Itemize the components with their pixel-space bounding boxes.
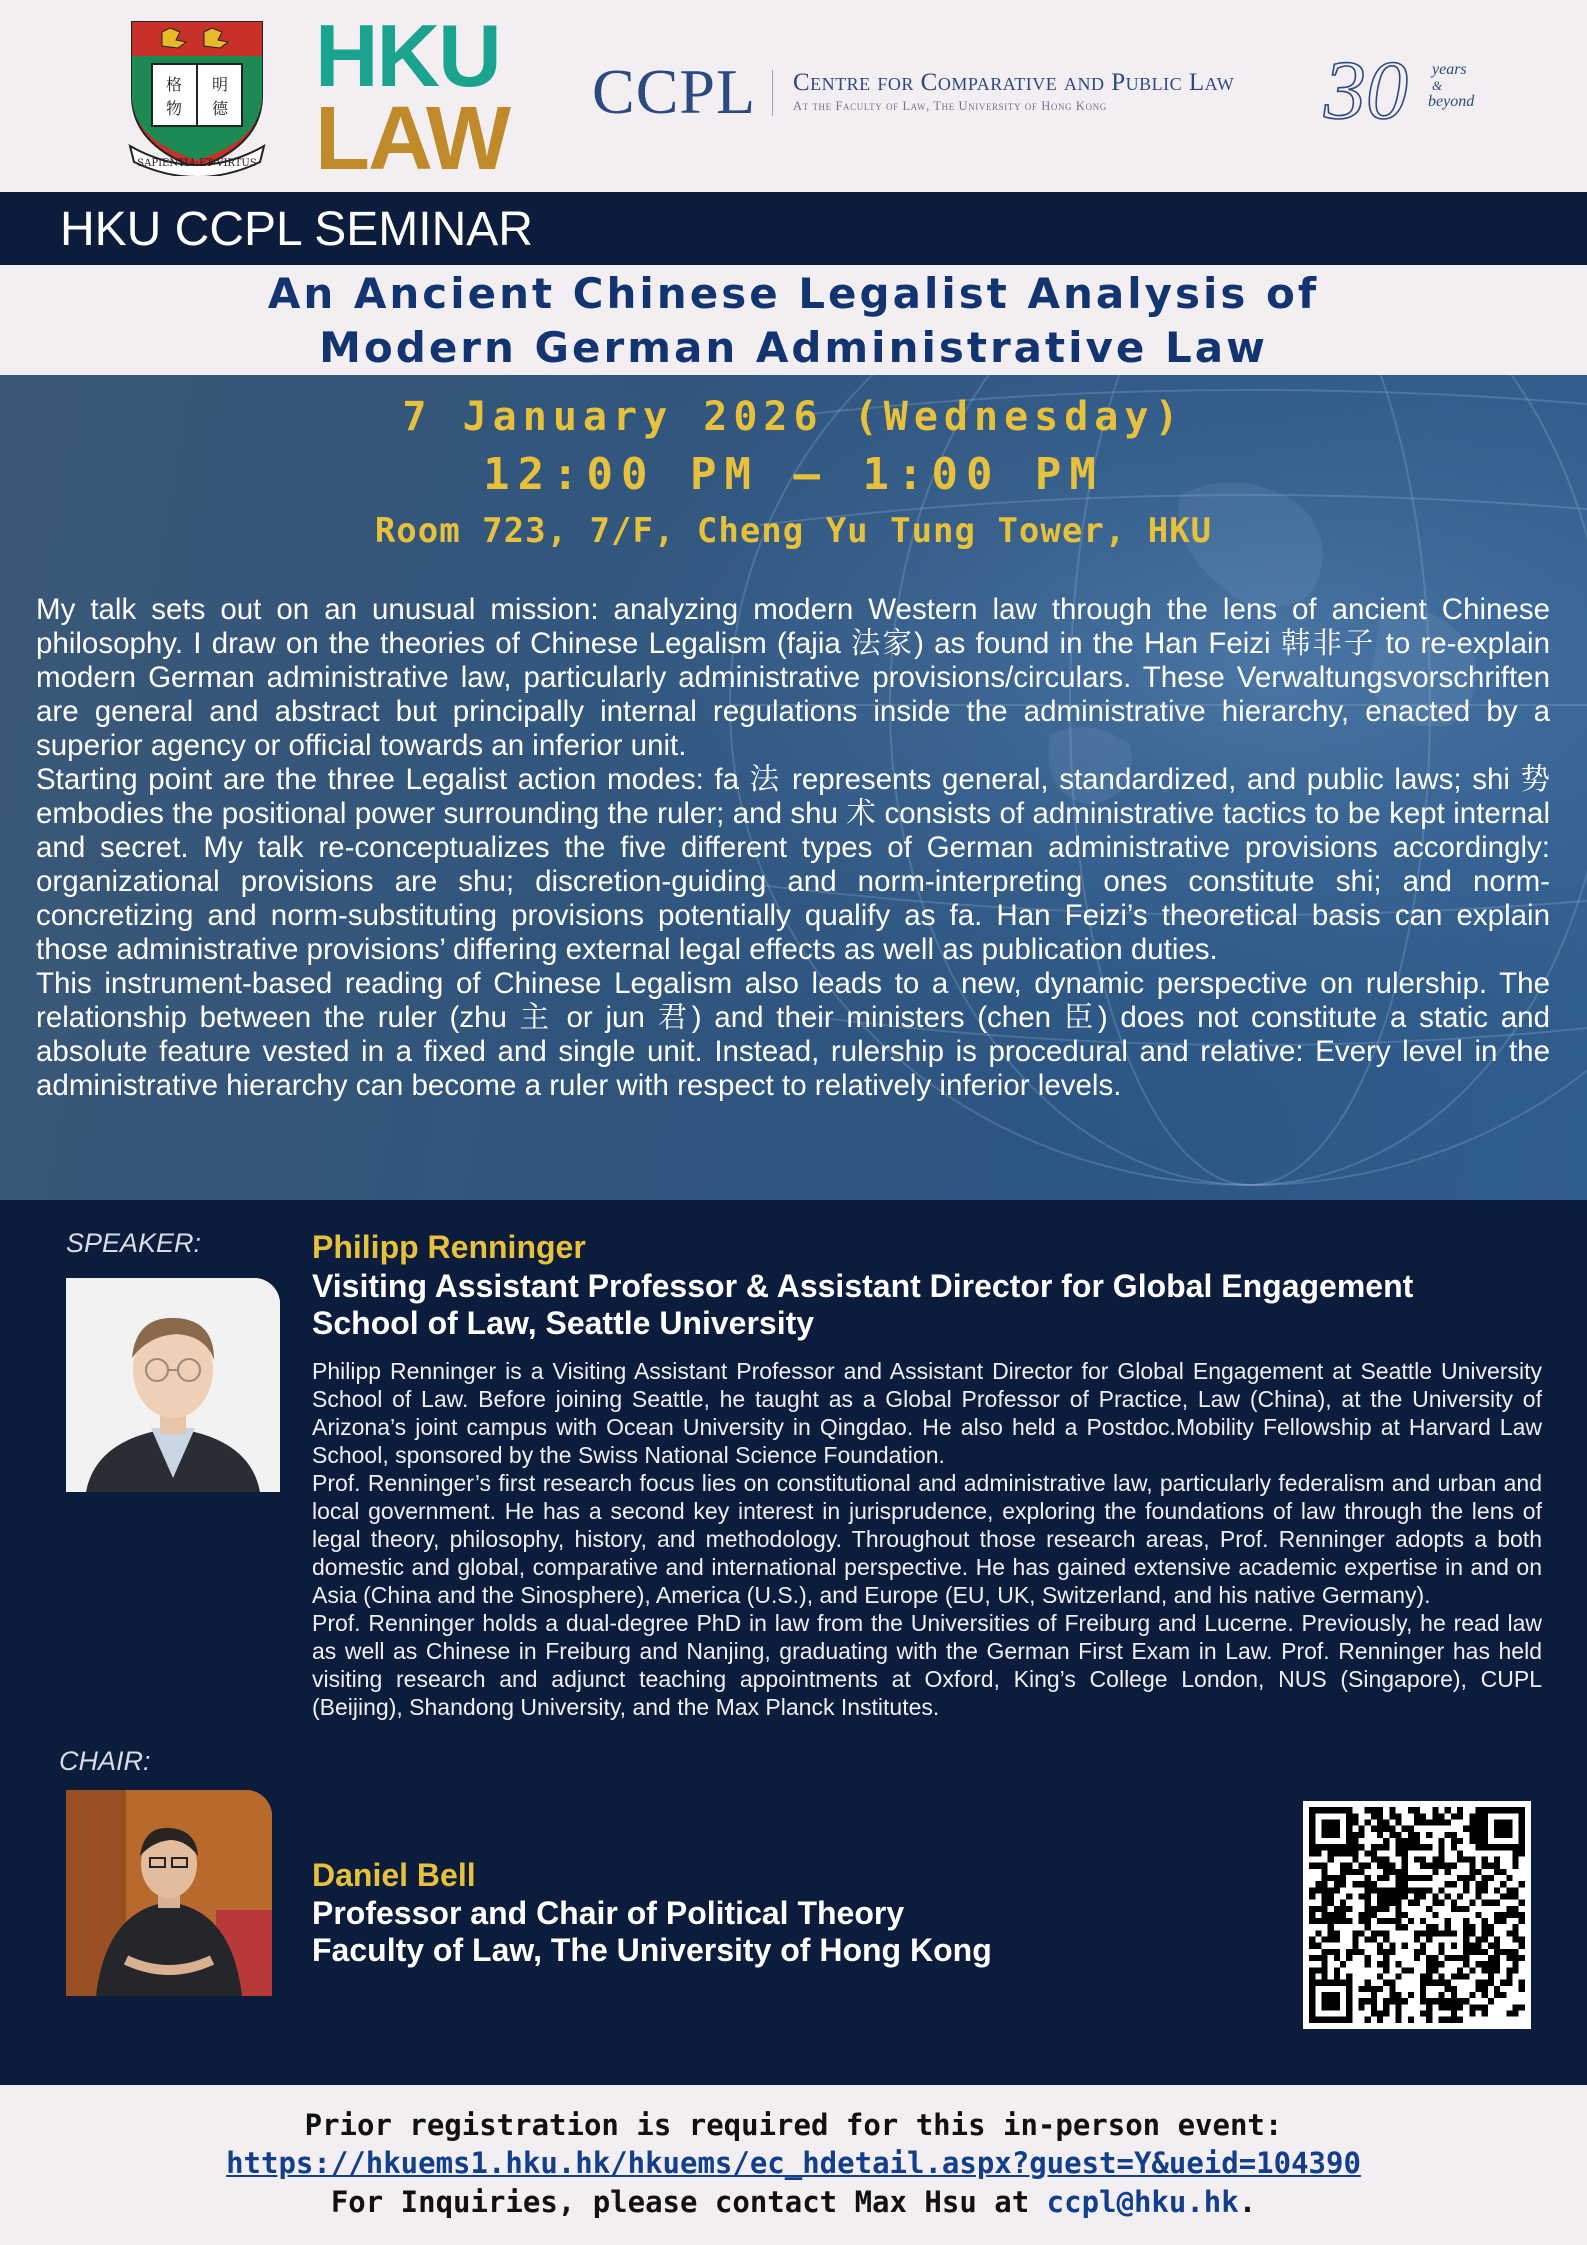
crest-char: 德 xyxy=(211,99,229,118)
inquiry-line xyxy=(0,2185,1587,2219)
crest-motto: SAPIENTIA·ET·VIRTUS xyxy=(137,158,257,169)
ccpl-subtitle: At the Faculty of Law, The University of Hong Kong xyxy=(793,99,1107,113)
anniversary-logo xyxy=(1320,40,1480,130)
abstract-section xyxy=(0,375,1587,1200)
speaker-bio-paragraph: Philipp Renninger is a Visiting Assistant Professor and Assistant Director for Global Engagement at Seattle University School of Law. Before joining Seattle, he taught as a Global Professor of Practice, Law (China), at the University of Arizona’s joint campus with Ocean University in Qingdao. He also held a Postdoc.Mobility Fellowship at Harvard Law School, sponsored by the Swiss National Science Foundation. xyxy=(312,1358,1542,1468)
speaker-photo xyxy=(66,1278,280,1492)
inquiry-prefix: For Inquiries, please contact Max Hsu at xyxy=(330,2185,1047,2219)
chair-name: Daniel Bell xyxy=(312,1857,476,1893)
anniversary-word: beyond xyxy=(1428,93,1475,110)
speaker-title xyxy=(312,1268,1413,1342)
event-title-line: Modern German Administrative Law xyxy=(319,323,1268,372)
crest-char: 明 xyxy=(211,75,229,94)
anniversary-word: & xyxy=(1432,78,1443,93)
header xyxy=(0,0,1587,192)
hku-crest-logo xyxy=(122,16,272,176)
crest-char: 格 xyxy=(165,75,183,94)
anniversary-word: years xyxy=(1432,61,1467,78)
seminar-label: HKU CCPL SEMINAR xyxy=(60,203,533,256)
speaker-label: SPEAKER: xyxy=(66,1228,202,1258)
footer xyxy=(0,2085,1587,2245)
title-band xyxy=(0,265,1587,375)
event-time: 12:00 PM – 1:00 PM xyxy=(483,449,1104,500)
speaker-section xyxy=(0,1200,1587,2085)
registration-note: Prior registration is required for this in-person event: xyxy=(304,2108,1283,2142)
speaker-title-line: Visiting Assistant Professor & Assistant Director for Global Engagement xyxy=(312,1268,1414,1304)
speaker-bio-paragraph: Prof. Renninger’s first research focus lies on constitutional and administrative law, particularly federalism and urban and local government. He has a second key interest in jurisprudence, exploring the foundations of law through the lens of legal theory, philosophy, history, and methodology. Throughout those research areas, Prof. Renninger adopts a both domestic and global, comparative and international perspective. He has gained extensive academic expertise in and on Asia (China and the Sinosphere), America (U.S.), and Europe (EU, UK, Switzerland, and his native Germany). xyxy=(312,1470,1542,1608)
registration-link[interactable]: https://hkuems1.hku.hk/hkuems/ec_hdetail.aspx?guest=Y&ueid=104390 xyxy=(226,2146,1361,2180)
ccpl-logo-text: CCPL xyxy=(592,56,757,127)
chair-title xyxy=(312,1895,992,1969)
logo-law-text: LAW xyxy=(315,89,509,189)
seminar-bar xyxy=(0,192,1587,265)
registration-qr-code[interactable] xyxy=(1303,1801,1531,2029)
ccpl-full-name: Centre for Comparative and Public Law xyxy=(793,69,1235,96)
abstract-paragraph: Starting point are the three Legalist action modes: fa 法 represents general, standardized, and public laws; shi 势 embodies the positional power surrounding the ruler; and shu 术 consists of administrative tactics to be kept internal and secret. My talk re-conceptualizes the five different types of German administrative provisions accordingly: organizational provisions are shu; discretion-guiding and norm-interpreting ones constitute shi; and norm-concretizing and norm-substituting provisions potentially qualify as fa. Han Feizi’s theoretical basis can explain those administrative provisions’ differing external legal effects as well as publication duties. xyxy=(36,763,1550,966)
speaker-name: Philipp Renninger xyxy=(312,1229,586,1265)
abstract-paragraph: My talk sets out on an unusual mission: analyzing modern Western law through the lens of ancient Chinese philosophy. I draw on the theories of Chinese Legalism (fajia 法家) as found in the Han Feizi 韩非子 to re-explain modern German administrative law, particularly administrative provisions/circulars. These Verwaltungsvorschriften are general and abstract but principally internal regulations inside the administrative hierarchy, enacted by a superior agency or official towards an inferior unit. xyxy=(36,593,1550,762)
event-venue: Room 723, 7/F, Cheng Yu Tung Tower, HKU xyxy=(374,511,1213,551)
speaker-bio-paragraph: Prof. Renninger holds a dual-degree PhD in law from the Universities of Freiburg and Lucerne. Previously, he read law as well as Chinese in Freiburg and Nanjing, graduating with the German First Exam in Law. Prof. Renninger has held visiting research and adjunct teaching appointments at Oxford, King’s College London, NUS (Singapore), CUPL (Beijing), Shandong University, and the Max Planck Institutes. xyxy=(312,1610,1542,1720)
hku-law-logo xyxy=(315,6,509,189)
speaker-bio xyxy=(312,1357,1542,1721)
abstract-text xyxy=(36,593,1550,1103)
inquiry-suffix: . xyxy=(1238,2185,1257,2219)
speaker-title-line: School of Law, Seattle University xyxy=(312,1305,815,1341)
chair-photo xyxy=(66,1790,272,1996)
event-date: 7 January 2026 (Wednesday) xyxy=(402,394,1185,440)
event-title-line: An Ancient Chinese Legalist Analysis of xyxy=(267,269,1320,318)
event-title xyxy=(0,267,1587,375)
anniversary-number: 30 xyxy=(1324,44,1408,130)
inquiry-email-link[interactable]: ccpl@hku.hk xyxy=(1046,2185,1239,2219)
chair-title-line: Professor and Chair of Political Theory xyxy=(312,1895,905,1931)
chair-title-line: Faculty of Law, The University of Hong Kong xyxy=(312,1932,992,1968)
abstract-paragraph: This instrument-based reading of Chinese Legalism also leads to a new, dynamic perspective on rulership. The relationship between the ruler (zhu 主 or jun 君) and their ministers (chen 臣) does not constitute a static and absolute feature vested in a fixed and single unit. Instead, rulership is procedural and relative: Every level in the administrative hierarchy can become a ruler with respect to relatively inferior levels. xyxy=(36,967,1550,1102)
ccpl-divider xyxy=(772,70,773,116)
logo-hku-text: HKU xyxy=(315,6,500,105)
chair-label: CHAIR: xyxy=(59,1746,151,1776)
crest-char: 物 xyxy=(165,99,183,118)
